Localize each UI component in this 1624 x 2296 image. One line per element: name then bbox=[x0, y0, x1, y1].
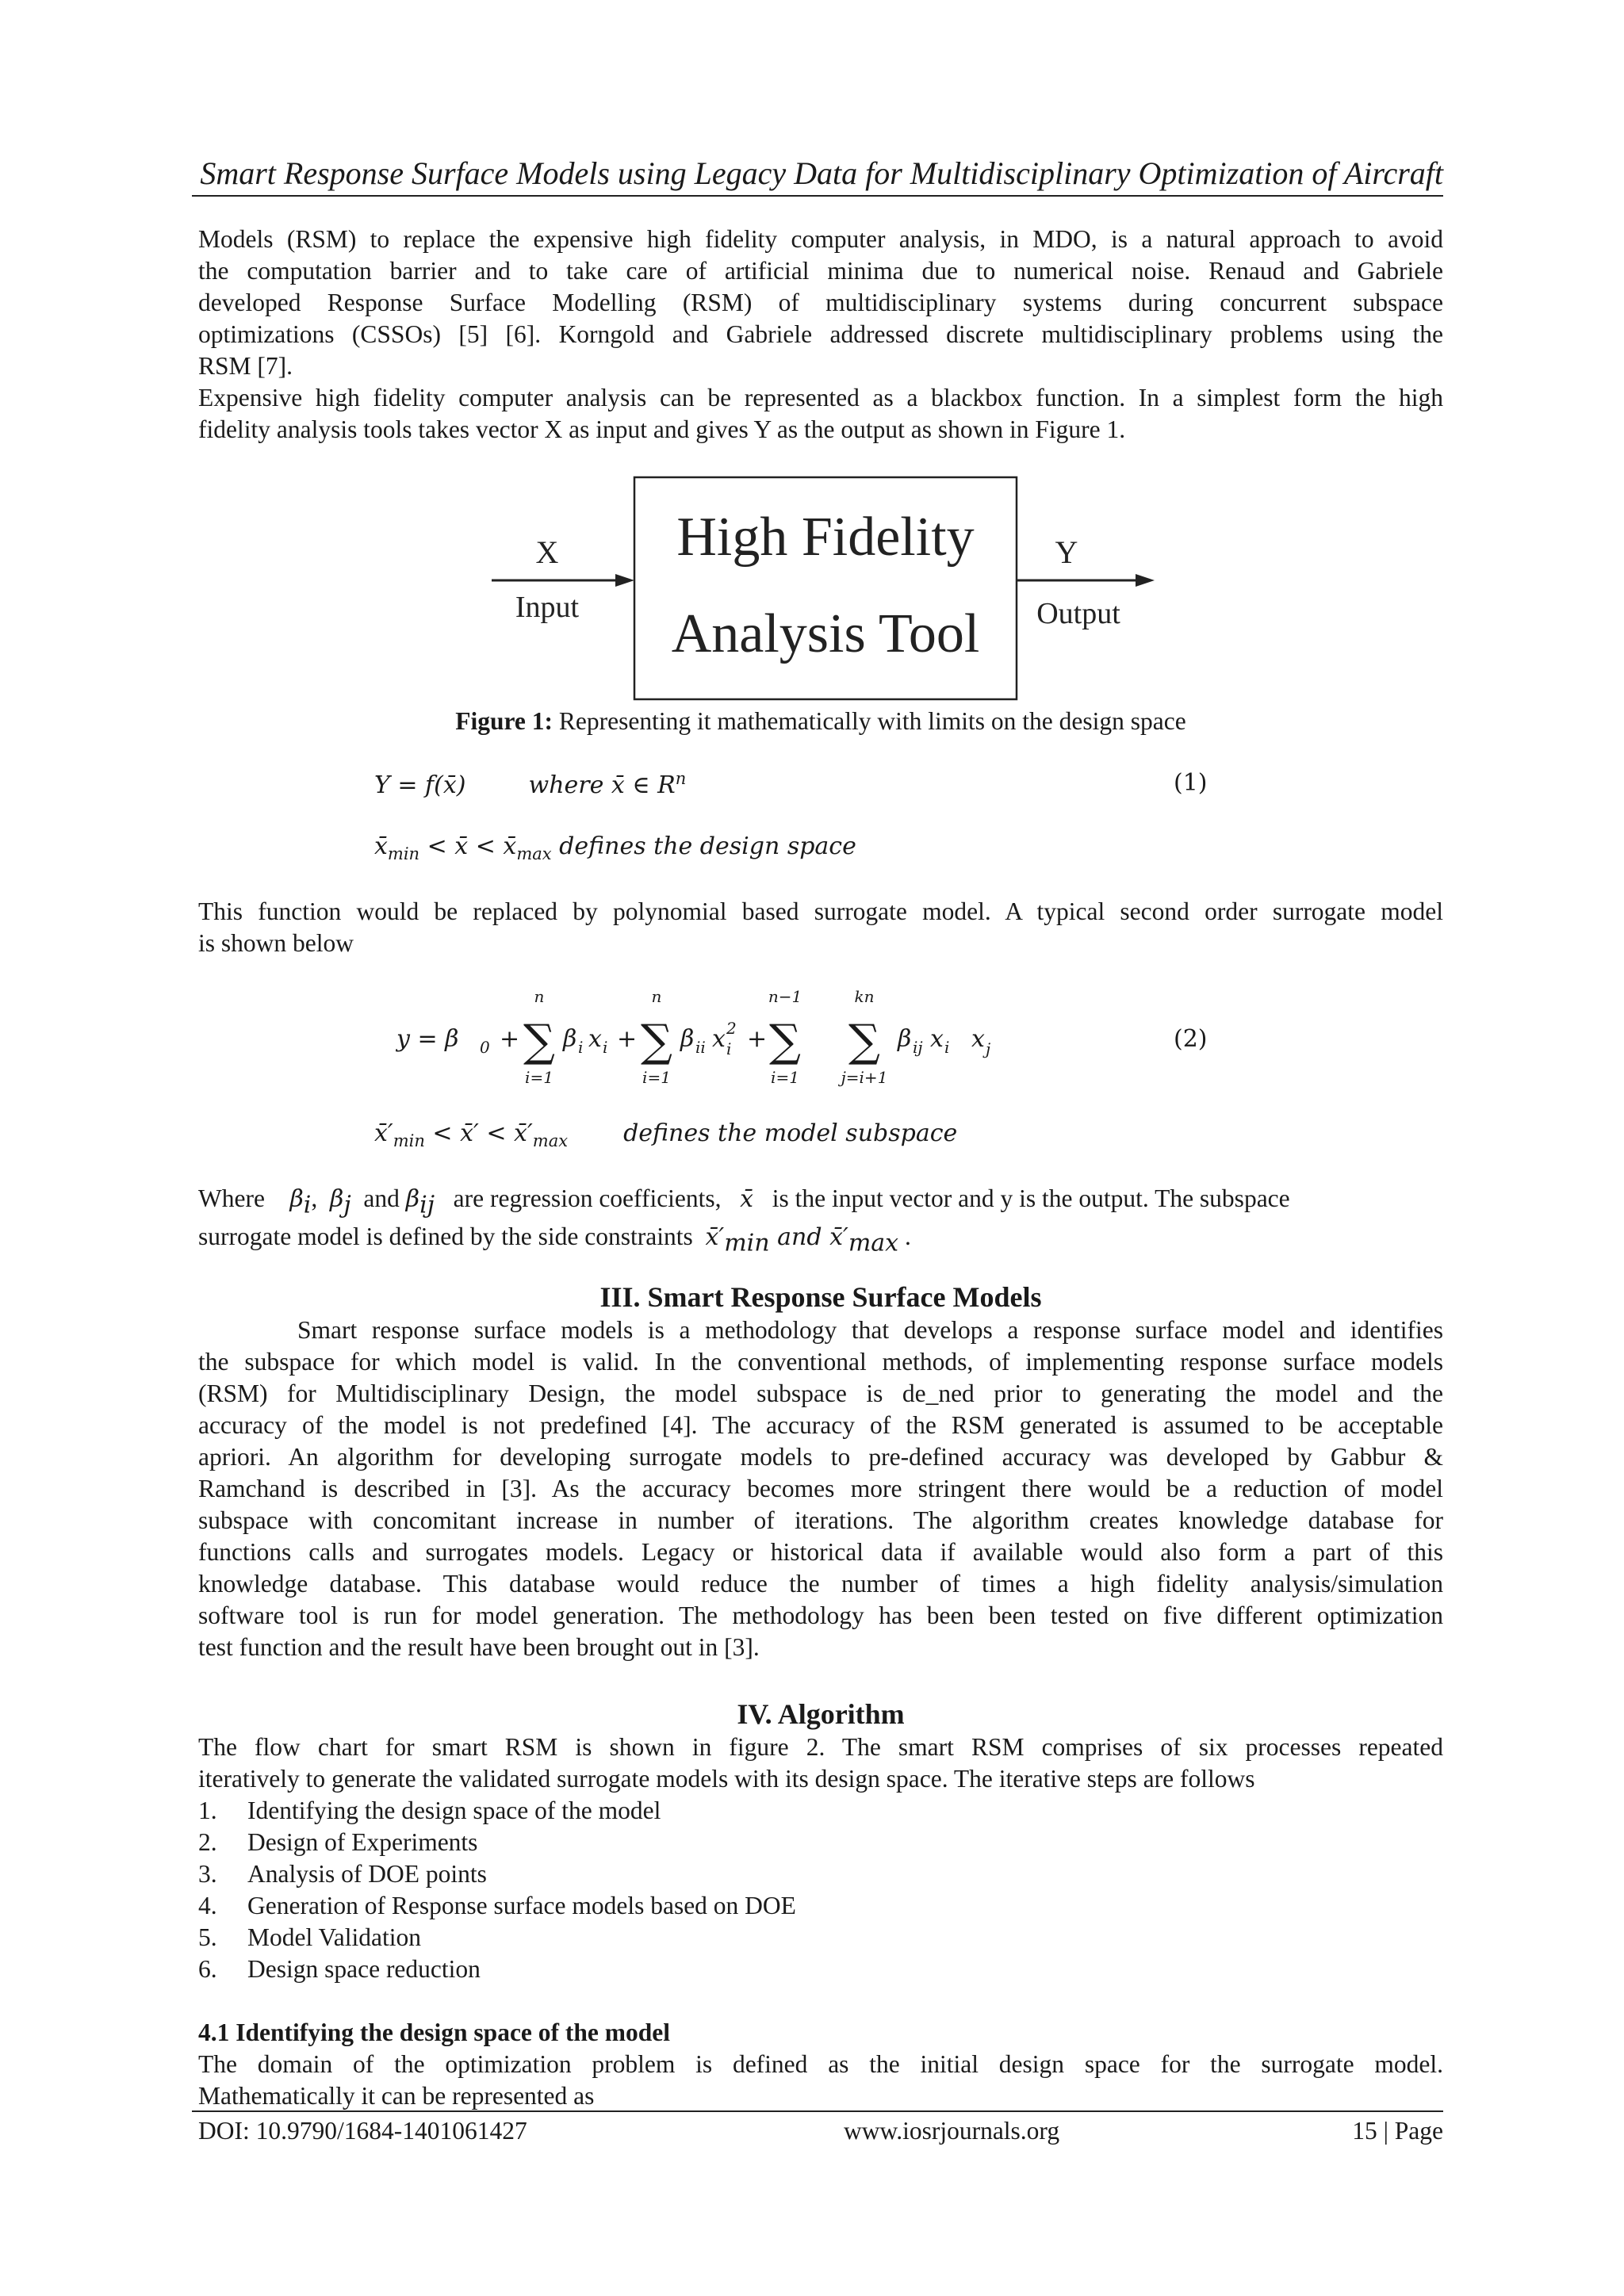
term2-beta-sub: ii bbox=[695, 1038, 706, 1057]
footer-rule bbox=[192, 2110, 1443, 2112]
text-line: Smart response surface models is a methodology that develops a response surface model and identifies bbox=[297, 1316, 1443, 1344]
intro-paragraph bbox=[198, 224, 1443, 446]
sum4-bottom: j=i+1 bbox=[841, 1068, 888, 1087]
text-line: RSM [7]. bbox=[198, 352, 293, 380]
footer-page-number: 15 | Page bbox=[1352, 2117, 1443, 2145]
section-3-heading: III. Smart Response Surface Models bbox=[599, 1281, 1042, 1313]
list-text: Model Validation bbox=[247, 1923, 422, 1951]
where-line-1: Where $\beta_i$, $\beta_j$ and $\beta_{ij}$ are regression coefficients, x̄ is the input vector and y is the output. The subspace bbox=[198, 1184, 1290, 1219]
output-symbol: Y bbox=[1055, 534, 1078, 570]
list-item bbox=[198, 1954, 481, 1985]
x-min-sub: min bbox=[724, 1229, 770, 1257]
sum1-bottom: i=1 bbox=[525, 1068, 553, 1087]
text-line: accuracy of the model is not predefined [4]. The accuracy of the RSM generated is assumed to be acceptable bbox=[198, 1411, 1443, 1439]
list-item bbox=[198, 1858, 487, 1890]
text-line: subspace with concomitant increase in number of iterations. The algorithm creates knowledge database for bbox=[198, 1506, 1443, 1534]
ms-max: max bbox=[532, 1131, 569, 1150]
ds-min: min bbox=[387, 844, 420, 863]
term2-beta: β bbox=[680, 1025, 695, 1053]
where-word: Where bbox=[198, 1184, 265, 1212]
where-paragraph bbox=[198, 1183, 1443, 1260]
and-math: and bbox=[769, 1223, 830, 1252]
text-line: Ramchand is described in [3]. As the accuracy becomes more stringent there would be a reduction of model bbox=[198, 1475, 1443, 1502]
term3-beta-sub: ij bbox=[913, 1038, 923, 1057]
x-bar: x̄ bbox=[740, 1185, 754, 1213]
list-number: 4. bbox=[198, 1892, 217, 1919]
ds-lt: < x̄ < x̄ bbox=[419, 832, 517, 860]
text-line: the computation barrier and to take care of artificial minima due to numerical noise. Renaud and Gabriele bbox=[198, 257, 1443, 285]
list-text: Design space reduction bbox=[247, 1955, 481, 1983]
eq2-lhs-sub: 0 bbox=[480, 1038, 490, 1057]
model-subspace-constraint bbox=[374, 1119, 957, 1150]
eq1-where: where x̄ ∈ R bbox=[528, 771, 676, 799]
beta-ij-sub: ij bbox=[419, 1191, 435, 1219]
eq2-lhs: y = β bbox=[396, 1025, 459, 1053]
footer-doi: DOI: 10.9790/1684-1401061427 bbox=[198, 2117, 527, 2145]
input-arrow-head bbox=[615, 574, 634, 587]
term1-x-sub: i bbox=[603, 1038, 608, 1057]
design-space-constraint bbox=[374, 832, 856, 863]
output-label: Output bbox=[1036, 597, 1120, 630]
term1-beta-sub: i bbox=[578, 1038, 584, 1057]
list-text: Generation of Response surface models based on DOE bbox=[247, 1892, 796, 1919]
term3-x-sub: i bbox=[944, 1038, 950, 1057]
text-line: Mathematically it can be represented as bbox=[198, 2082, 595, 2110]
sum4-sigma: ∑ bbox=[848, 1016, 880, 1067]
term3-x: x bbox=[930, 1025, 944, 1053]
section-4-paragraph bbox=[198, 1732, 1443, 1795]
input-label: Input bbox=[515, 591, 580, 624]
figure-1-diagram bbox=[476, 468, 1174, 706]
caption-text: Representing it mathematically with limits on the design space bbox=[553, 707, 1186, 735]
ms-min: min bbox=[393, 1131, 425, 1150]
list-text: Design of Experiments bbox=[247, 1828, 478, 1856]
eq2-plus-1: + bbox=[500, 1025, 520, 1053]
sum2-bottom: i=1 bbox=[642, 1068, 671, 1087]
eq2-number: (2) bbox=[1174, 1025, 1208, 1053]
eq2-plus-2: + bbox=[617, 1025, 638, 1053]
beta-ij: β bbox=[405, 1185, 420, 1213]
term1-beta: β bbox=[563, 1025, 577, 1053]
term3-xj-sub: j bbox=[986, 1039, 991, 1058]
text-line: iteratively to generate the validated surrogate models with its design space. The iterative steps are follows bbox=[198, 1765, 1255, 1793]
where-line-2 bbox=[198, 1221, 1443, 1259]
equation-2 bbox=[381, 983, 1221, 1094]
list-item bbox=[198, 1890, 796, 1922]
text-line: the subspace for which model is valid. In the conventional methods, of implementing response surface models bbox=[198, 1348, 1443, 1376]
running-title: Smart Response Surface Models using Legacy Data for Multidisciplinary Optimization of Aircraft bbox=[200, 155, 1443, 191]
text-line: fidelity analysis tools takes vector X as input and gives Y as the output as shown in Figure 1. bbox=[198, 415, 1126, 443]
header-rule bbox=[192, 195, 1443, 197]
sum3-sigma: ∑ bbox=[769, 1016, 801, 1067]
text-line: Models (RSM) to replace the expensive high fidelity computer analysis, in MDO, is a natural approach to avoid bbox=[198, 225, 1443, 253]
section-4-heading: IV. Algorithm bbox=[737, 1698, 905, 1730]
term3-beta: β bbox=[898, 1025, 912, 1053]
beta-i: β bbox=[289, 1185, 304, 1213]
term2-x-sub: i bbox=[726, 1039, 732, 1058]
text-line: The domain of the optimization problem is defined as the initial design space for the surrogate model. bbox=[198, 2050, 1443, 2078]
term1-x: x bbox=[588, 1025, 602, 1053]
term3-xj: x bbox=[971, 1025, 985, 1053]
term2-x-sup: 2 bbox=[726, 1019, 737, 1038]
where-text-1: are regression coefficients, bbox=[453, 1184, 722, 1212]
where-text-2: is the input vector and y is the output. The subspace bbox=[772, 1184, 1290, 1212]
equation-1-number: (1) bbox=[1174, 769, 1208, 797]
text-line: knowledge database. This database would reduce the number of times a high fidelity analysis/simulation bbox=[198, 1570, 1443, 1598]
sum2-sigma: ∑ bbox=[641, 1016, 672, 1067]
text-line: developed Response Surface Modelling (RSM) of multidisciplinary systems during concurrent subspace bbox=[198, 289, 1443, 316]
sum2-top: n bbox=[651, 987, 662, 1006]
subsection-4-1-heading: 4.1 Identifying the design space of the model bbox=[198, 2019, 671, 2046]
subsection-4-1-paragraph bbox=[198, 2049, 1443, 2112]
ds-text: defines the design space bbox=[551, 832, 856, 860]
list-text: Analysis of DOE points bbox=[247, 1860, 487, 1888]
sum1-sigma: ∑ bbox=[523, 1016, 555, 1067]
beta-j: β bbox=[330, 1185, 344, 1213]
list-item bbox=[198, 1827, 477, 1858]
where-text-3: surrogate model is defined by the side constraints bbox=[198, 1223, 693, 1251]
eq2-plus-3: + bbox=[747, 1025, 768, 1053]
text-line: is shown below bbox=[198, 929, 354, 957]
sum3-bottom: i=1 bbox=[771, 1068, 799, 1087]
output-arrow-head bbox=[1136, 574, 1155, 587]
period: . bbox=[898, 1223, 911, 1251]
sum3-top: n−1 bbox=[768, 987, 802, 1006]
list-number: 1. bbox=[198, 1797, 217, 1824]
equation-1 bbox=[374, 769, 686, 799]
list-number: 5. bbox=[198, 1923, 217, 1951]
text-line: test function and the result have been brought out in [3]. bbox=[198, 1633, 760, 1661]
text-line: functions calls and surrogates models. Legacy or historical data if available would also form a part of this bbox=[198, 1538, 1443, 1566]
ms-x: x̄′ bbox=[374, 1119, 393, 1147]
ds-max: max bbox=[516, 844, 552, 863]
figure-1-caption bbox=[198, 706, 1443, 737]
list-number: 6. bbox=[198, 1955, 217, 1983]
eq1-sup: n bbox=[675, 769, 687, 788]
text-line: Expensive high fidelity computer analysis can be represented as a blackbox function. In a simplest form the high bbox=[198, 384, 1443, 411]
list-item bbox=[198, 1922, 421, 1954]
ms-lt: < x̄′ < x̄′ bbox=[424, 1119, 533, 1147]
text-line: software tool is run for model generation. The methodology has been been tested on five different optimization bbox=[198, 1601, 1443, 1629]
beta-j-sub: j bbox=[343, 1191, 351, 1219]
beta-i-sub: i bbox=[303, 1191, 312, 1219]
sum4-top: kn bbox=[854, 987, 875, 1006]
ms-text: defines the model subspace bbox=[623, 1119, 958, 1147]
and-word: and bbox=[363, 1184, 400, 1212]
text-line: This function would be replaced by polynomial based surrogate model. A typical second order surrogate model bbox=[198, 897, 1443, 925]
eq1-lhs: Y = f(x̄) bbox=[374, 771, 466, 799]
x-min-prime: x̄′ bbox=[705, 1223, 725, 1252]
surrogate-paragraph bbox=[198, 896, 1443, 959]
sum1-top: n bbox=[534, 987, 545, 1006]
ds-x: x̄ bbox=[374, 832, 388, 860]
list-text: Identifying the design space of the model bbox=[247, 1797, 661, 1824]
box-line-1: High Fidelity bbox=[676, 507, 975, 568]
input-symbol: X bbox=[535, 534, 559, 570]
list-item bbox=[198, 1795, 661, 1827]
caption-label: Figure 1: bbox=[455, 707, 553, 735]
text-line: (RSM) for Multidisciplinary Design, the model subspace is de_ned prior to generating the model and the bbox=[198, 1380, 1443, 1407]
text-line: The flow chart for smart RSM is shown in figure 2. The smart RSM comprises of six processes repeated bbox=[198, 1733, 1443, 1761]
x-max-sub: max bbox=[848, 1229, 899, 1257]
text-line: optimizations (CSSOs) [5] [6]. Korngold and Gabriele addressed discrete multidisciplinary problems using the bbox=[198, 320, 1443, 348]
box-line-2: Analysis Tool bbox=[671, 603, 980, 664]
footer-website: www.iosrjournals.org bbox=[844, 2117, 1060, 2145]
text-line: apriori. An algorithm for developing surrogate models to pre-defined accuracy was developed by Gabbur & bbox=[198, 1443, 1443, 1471]
x-max-prime: x̄′ bbox=[829, 1223, 848, 1252]
term2-x: x bbox=[712, 1025, 726, 1053]
list-number: 2. bbox=[198, 1828, 217, 1856]
list-number: 3. bbox=[198, 1860, 217, 1888]
section-3-paragraph bbox=[198, 1314, 1443, 1663]
